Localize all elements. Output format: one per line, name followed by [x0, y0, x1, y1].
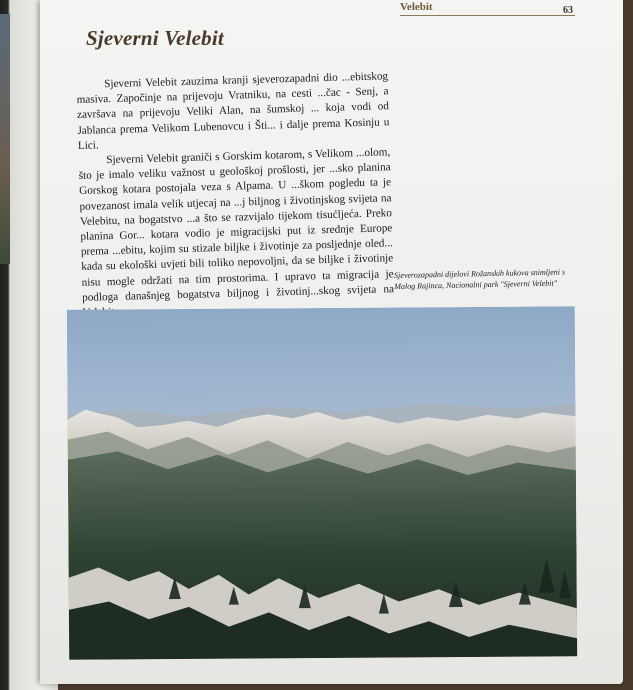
running-header: [400, 1, 575, 16]
photo-caption: Sjeverozapadni dijelovi Rožanskih kukova snimljeni s Malog Rajinca, Nacionalni park "Sjeverni Velebit": [394, 267, 566, 291]
article-title: Sjeverni Velebit: [86, 26, 224, 50]
page-number: 63: [563, 5, 573, 16]
book-page: [40, 0, 623, 684]
paragraph: Sjeverni Velebit zauzima kranji sjeverozapadni dio ...ebitskog masiva. Započinje na prijevoju Vratniku, na cesti ...čac - Senj, a završava na prijevoju Veliki Alan, na šumskoj ... koja vodi od Jablanca prema Velikom Lubenovcu i Šti... i dalje prema Kosinju u Lici.: [76, 70, 390, 152]
paragraph: Sjeverni Velebit graniči s Gorskim kotarom, s Velikom ...olom, što je imalo veliku važnost u geološkoj prošlosti, jer ...sko planina Gorskog kotara postojala veza s Alpama. U ...škom pogledu ta je povezanost imala velik utjecaj na ...j biljnog i životinjskog svijeta na Velebitu, na bogatstvo ...a što se razvijalo tijekom tisućljeća. Preko planina Gor... kotara vodio je migracijski put iz srednje Europe prema ...ebitu, kojim su stizale biljke i životinje za posljednje oled... kada su ekološki uvjeti bili toliko nepovoljni, da se biljke i životinje nisu mogle održati na tim prostorima. I upravo ta migracija je podloga današnjeg bogatstva biljnog i životinj...skog svijeta na: [78, 146, 395, 304]
mountain-photo: [67, 306, 577, 660]
article-body: [76, 69, 395, 321]
section-title: Velebit: [400, 1, 433, 13]
facing-page-photo-edge: [0, 14, 10, 264]
